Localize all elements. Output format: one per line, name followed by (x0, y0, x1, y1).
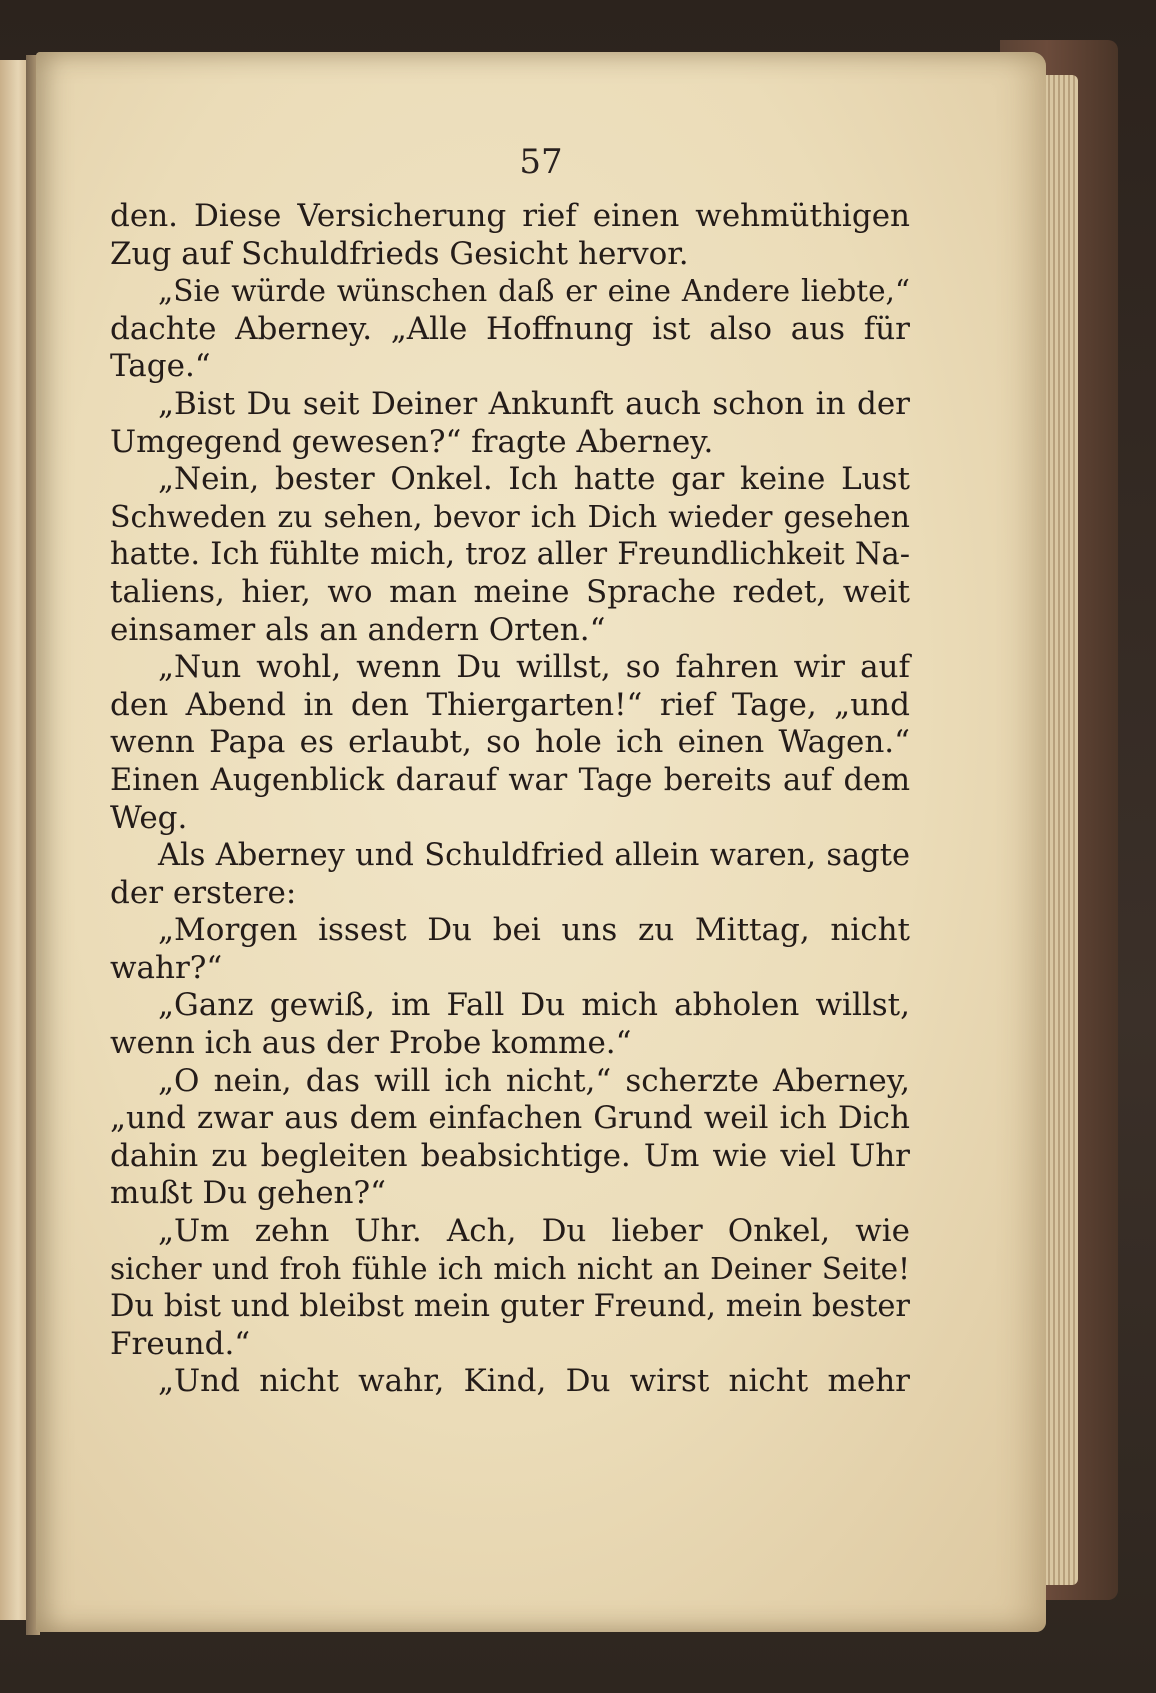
left-page-sliver (0, 60, 28, 1620)
text-line: „Sie würde wünschen daß er eine Andere liebte,“ (158, 274, 910, 309)
text-line: wahr?“ (110, 949, 223, 986)
text-line: „Bist Du seit Deiner Ankunft auch schon in der (158, 385, 910, 422)
text-line: „Um zehn Uhr. Ach, Du lieber Onkel, wie (158, 1213, 910, 1250)
text-line: „O nein, das will ich nicht,“ scherzte Aberney, (158, 1062, 910, 1099)
book-page (36, 52, 1046, 1632)
text-line: „Morgen issest Du bei uns zu Mittag, nicht (158, 912, 910, 949)
text-line: Tage.“ (110, 348, 211, 385)
text-line: Einen Augenblick darauf war Tage bereits auf dem (110, 762, 910, 798)
text-line: „Und nicht wahr, Kind, Du wirst nicht mehr (158, 1363, 910, 1400)
text-line: „Nein, bester Onkel. Ich hatte gar keine Lust (158, 461, 910, 498)
text-line: dachte Aberney. „Alle Hoffnung ist also aus für (110, 310, 910, 347)
text-line: wenn ich aus der Probe komme.“ (110, 1025, 632, 1062)
text-line: Schweden zu sehen, bevor ich Dich wieder gesehen (110, 499, 910, 535)
text-line: Freund.“ (110, 1325, 251, 1362)
text-line: den. Diese Versicherung rief einen wehmüthigen (110, 198, 910, 234)
text-line: Du bist und bleibst mein guter Freund, mein bester (110, 1289, 910, 1325)
text-line: wenn Papa es erlaubt, so hole ich einen Wagen.“ (110, 724, 910, 761)
text-line: Umgegend gewesen?“ fragte Aberney. (110, 423, 714, 460)
text-line: „und zwar aus dem einfachen Grund weil ich Dich (110, 1100, 910, 1137)
text-line: sicher und froh fühle ich mich nicht an Deiner Seite! (110, 1251, 910, 1286)
page-number: 57 (519, 142, 563, 182)
text-line: „Nun wohl, wenn Du willst, so fahren wir auf (158, 649, 910, 686)
text-line: Zug auf Schuldfrieds Gesicht hervor. (110, 235, 689, 272)
text-line: einsamer als an andern Orten.“ (110, 611, 606, 648)
text-line: Weg. (110, 799, 188, 836)
text-line: dahin zu begleiten beabsichtige. Um wie viel Uhr (110, 1137, 910, 1174)
text-line: hatte. Ich fühlte mich, troz aller Freundlichkeit Na- (110, 537, 910, 573)
text-line: der erstere: (110, 874, 297, 911)
page-text (110, 198, 910, 1401)
text-line: taliens, hier, wo man meine Sprache redet, weit (110, 573, 910, 610)
text-line: Als Aberney und Schuldfried allein waren, sagte (158, 838, 910, 874)
text-line: mußt Du gehen?“ (110, 1175, 386, 1212)
text-line: „Ganz gewiß, im Fall Du mich abholen willst, (158, 987, 910, 1024)
text-line: den Abend in den Thiergarten!“ rief Tage, „und (110, 686, 910, 723)
